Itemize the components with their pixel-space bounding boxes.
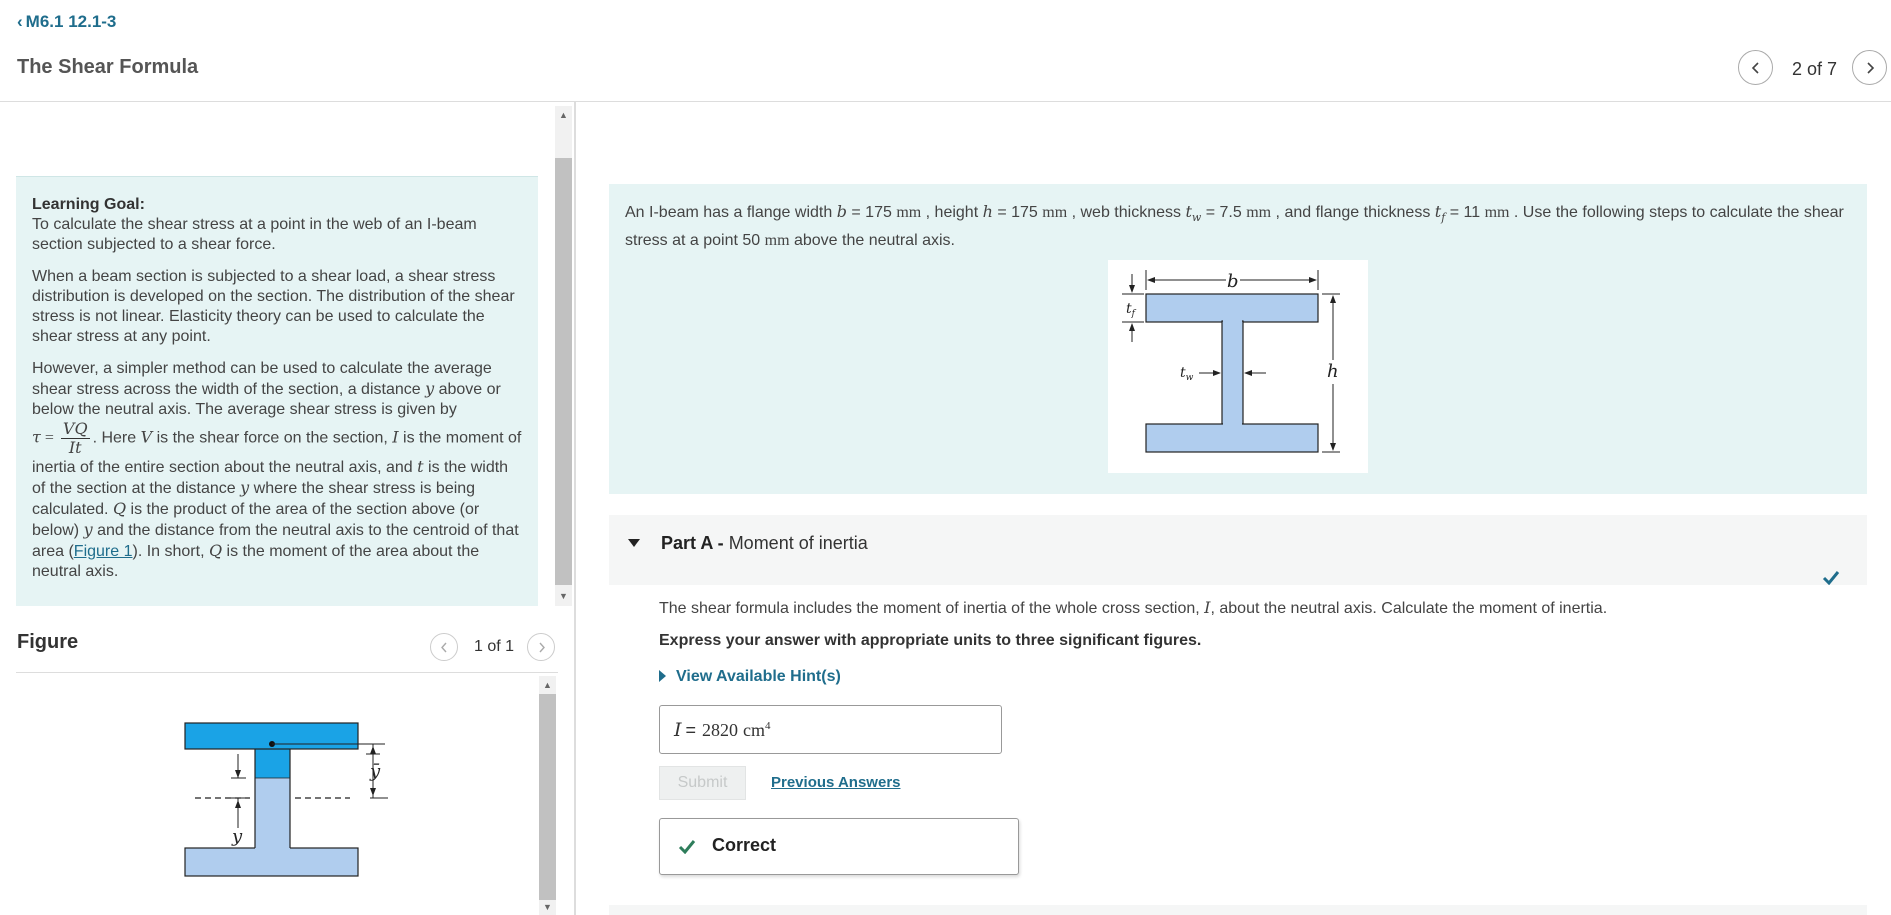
answer-input-field[interactable]: I = 2820 $cm^4$ [659, 705, 1002, 754]
answer-value: 2820 [702, 720, 739, 740]
intro-paragraph-1: When a beam section is subjected to a shear load, a shear stress distribution is developed on the section. The distribution of the shear stress is not linear. Elasticity theory can be used to calculate the shear stress at any point. [32, 268, 515, 345]
chevron-left-icon [439, 642, 450, 653]
y-label: y [232, 826, 243, 847]
intro-paragraph-2: However, a simpler method can be used to calculate the average shear stress across the width of the section, a distance y above or below the neutral axis. The average shear stress is given by τ = $\frac{VQ}{It}$ . Here V is the shear force on the section, I is the moment of inertia of the entire section about the neutral axis, and t is the width of the section at the distance y where the shear stress is being calculated. Q is the product of the area of the section above (or below) y and the distance from the neutral axis to the centroid of that area (Figure 1). In short, Q is the moment of the area about the neutral axis. [32, 360, 522, 580]
figure-divider [16, 672, 558, 673]
triangle-right-icon [659, 670, 666, 682]
learning-goal-heading: Learning Goal: [32, 196, 145, 213]
scroll-up-arrow-icon[interactable]: ▲ [543, 679, 552, 690]
submit-button[interactable]: Submit [659, 766, 746, 800]
diagram-bottom-flange [1146, 424, 1318, 452]
answer-feedback-box [659, 818, 1019, 875]
diagram-tf-label: $t_f$ [1126, 301, 1135, 319]
checkmark-icon [1822, 570, 1840, 585]
next-part-header [609, 905, 1867, 915]
problem-statement-text: An I-beam has a flange width b = 175 mm , height h = 175 mm , web thickness $t_w = 7.5$ mm , and flange thickness $t_f = 11$ mm . Use the following steps to calculate the shear stress at a point 50 mm above the neutral axis. [625, 202, 1844, 250]
figure-next-button[interactable] [527, 633, 555, 661]
learning-goal-panel [16, 176, 538, 606]
chevron-left-icon [1749, 61, 1763, 75]
feedback-label: Correct [712, 835, 777, 855]
chevron-left-icon: ‹ [17, 12, 23, 31]
bottom-flange [185, 848, 358, 876]
previous-answers-link[interactable]: Previous Answers [771, 774, 901, 791]
previous-item-button[interactable] [1738, 50, 1773, 85]
chevron-right-icon [1863, 61, 1877, 75]
diagram-top-flange [1146, 294, 1318, 322]
page-title: The Shear Formula [17, 56, 199, 78]
web-upper-shaded [255, 748, 290, 778]
learning-goal-text: To calculate the shear stress at a point in the web of an I-beam section subjected to a shear force. [32, 216, 477, 253]
next-item-button[interactable] [1852, 50, 1887, 85]
item-counter: 2 of 7 [1792, 59, 1838, 79]
scroll-down-arrow-icon[interactable]: ▼ [543, 901, 552, 912]
diagram-web [1222, 321, 1243, 424]
figure-scrollbar-thumb[interactable] [539, 694, 556, 900]
scroll-down-arrow-icon[interactable]: ▼ [559, 590, 568, 601]
back-link-label: M6.1 12.1-3 [25, 12, 117, 31]
part-a-question: The shear formula includes the moment of inertia of the whole cross section, I, about the neutral axis. Calculate the moment of inertia. [659, 598, 1608, 617]
answer-variable: I [674, 719, 682, 741]
diagram-h-label: h [1327, 361, 1339, 382]
figure-title: Figure [17, 631, 79, 653]
ibeam-dimension-diagram [1108, 260, 1368, 473]
diagram-tw-label: $t_w$ [1180, 365, 1194, 383]
web-lower [255, 778, 290, 849]
intro-scrollbar-thumb[interactable] [555, 158, 572, 585]
back-link[interactable] [17, 12, 116, 32]
figure-1-link[interactable]: Figure 1 [73, 543, 133, 560]
checkmark-icon [678, 839, 696, 854]
caret-down-icon[interactable] [627, 538, 641, 548]
part-a-instruction: Express your answer with appropriate units to three significant figures. [659, 632, 1202, 649]
scroll-up-arrow-icon[interactable]: ▲ [559, 109, 568, 120]
panel-divider[interactable] [574, 102, 576, 915]
tau-symbol: τ [32, 427, 41, 447]
diagram-b-label: b [1227, 271, 1239, 292]
answer-unit-exponent: 4 [765, 720, 771, 732]
answer-unit: cm [743, 720, 766, 740]
figure-1-ibeam-diagram [180, 718, 400, 880]
header-divider [0, 101, 1891, 102]
shear-formula-fraction: $\frac{VQ}{It}$ [62, 419, 88, 457]
figure-counter: 1 of 1 [474, 638, 515, 655]
figure-previous-button[interactable] [430, 633, 458, 661]
y-bar-label: ȳ [370, 761, 381, 782]
chevron-right-icon [536, 642, 547, 653]
view-hints-link[interactable]: View Available Hint(s) [659, 668, 841, 686]
part-a-title[interactable]: Part A - Moment of inertia [661, 533, 868, 553]
